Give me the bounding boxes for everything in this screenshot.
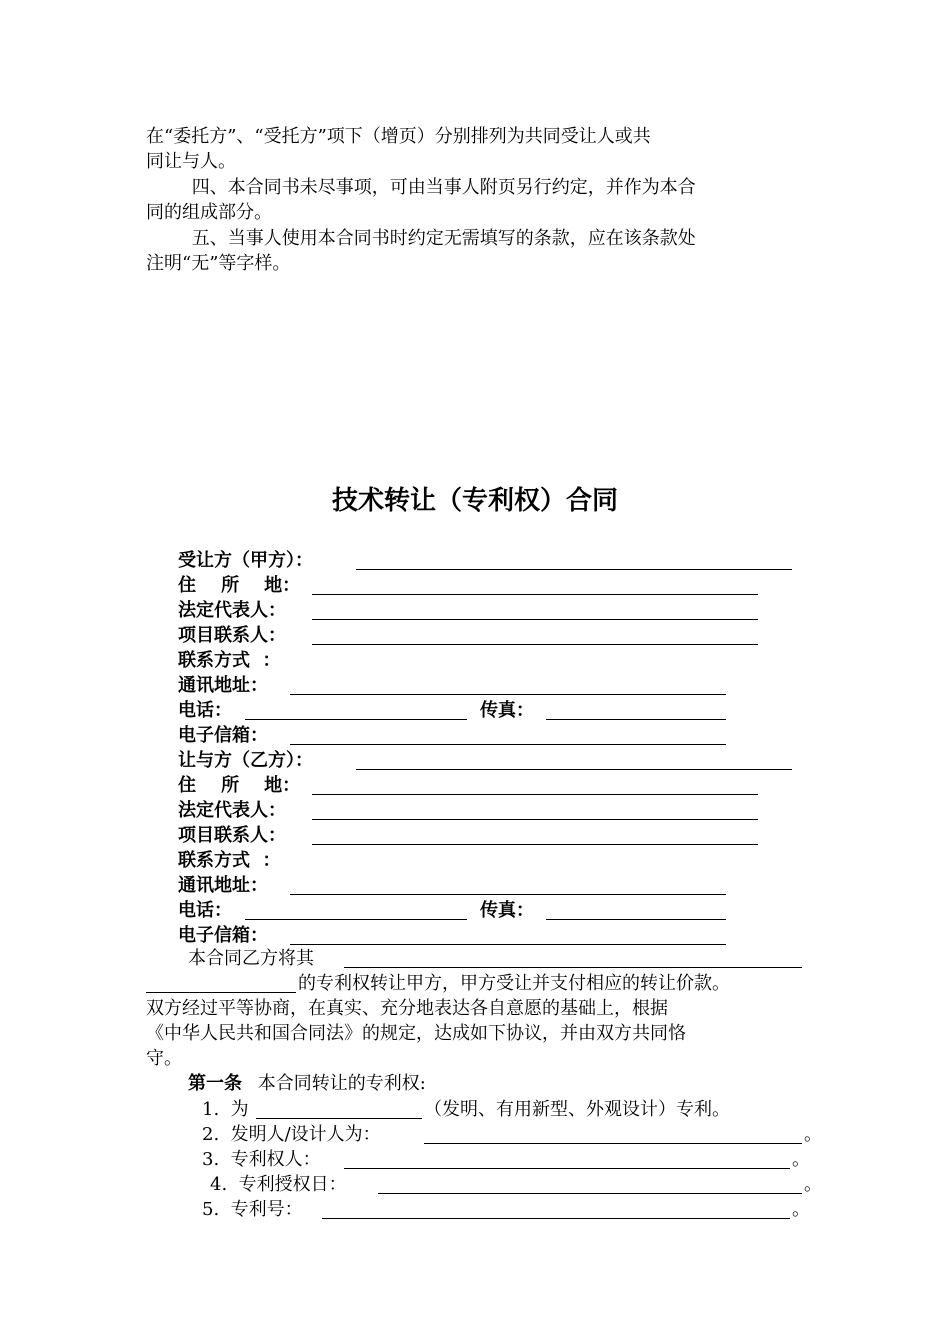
article-1-item-5: 5. 专利号： [202,1199,303,1220]
party-b-phone-label: 电话： [178,900,232,921]
intro-line-4: 同的组成部分。 [146,202,272,223]
party-a-legal-rep-label: 法定代表人： [178,600,286,621]
party-b-mail-address-line[interactable] [290,894,726,895]
party-a-name-line[interactable] [356,569,792,570]
party-b-contact-person-label: 项目联系人： [178,825,286,846]
party-a-mail-address-label: 通讯地址： [178,675,268,696]
party-b-fax-label: 传真： [480,900,534,921]
article-1-item-1-suffix: （发明、有用新型、外观设计）专利。 [424,1099,730,1120]
party-b-contact-method-label: 联系方式 ： [178,850,281,871]
party-b-email-line[interactable] [290,944,726,945]
party-b-contact-person-line[interactable] [312,844,758,845]
party-b-address-label: 住 所 地： [178,775,301,796]
party-b-heading: 让与方（乙方）： [178,750,313,771]
article-1-text: 本合同转让的专利权: [252,1073,426,1094]
party-a-heading: 受让方（甲方）： [178,550,313,571]
preamble-line-3: 双方经过平等协商，在真实、充分地表达各自意愿的基础上，根据 [146,998,668,1019]
party-a-fax-line[interactable] [546,719,726,720]
preamble-line-2: 的专利权转让甲方，甲方受让并支付相应的转让价款。 [298,973,730,994]
intro-line-3: 四、本合同书未尽事项，可由当事人附页另行约定，并作为本合 [146,177,696,198]
inventor-line[interactable] [424,1143,802,1144]
party-b-legal-rep-label: 法定代表人： [178,800,286,821]
preamble-line-4: 《中华人民共和国合同法》的规定，达成如下协议，并由双方共同恪 [146,1023,686,1044]
preamble-subject-line-1[interactable] [344,967,802,968]
preamble-line-5: 守。 [146,1048,182,1069]
article-1-item-2: 2. 发明人/设计人为： [202,1124,381,1145]
party-a-address-label: 住 所 地： [178,575,301,596]
intro-line-5: 五、当事人使用本合同书时约定无需填写的条款，应在该条款处 [146,228,696,249]
intro-line-1: 在“委托方”、“受托方”项下（增页）分别排列为共同受让人或共 [146,126,651,147]
article-1-item-3-end: 。 [792,1149,810,1170]
patent-number-line[interactable] [322,1218,790,1219]
grant-date-line[interactable] [378,1193,802,1194]
party-a-contact-person-line[interactable] [312,644,758,645]
article-1-item-1-prefix: 1. 为 [202,1099,249,1120]
party-a-contact-method-label: 联系方式 ： [178,650,281,671]
party-a-phone-label: 电话： [178,700,232,721]
article-1-item-2-end: 。 [804,1124,822,1145]
party-b-name-line[interactable] [356,769,792,770]
party-a-fax-label: 传真： [480,700,534,721]
party-b-fax-line[interactable] [546,919,726,920]
party-a-legal-rep-line[interactable] [312,619,758,620]
intro-line-2: 同让与人。 [146,151,236,172]
party-a-email-line[interactable] [290,744,726,745]
patent-type-line[interactable] [256,1118,422,1119]
preamble-subject-line-2[interactable] [146,992,296,993]
patentee-line[interactable] [344,1168,790,1169]
article-1-item-4-end: 。 [804,1174,822,1195]
party-b-phone-line[interactable] [245,919,467,920]
party-a-contact-person-label: 项目联系人： [178,625,286,646]
party-b-address-line[interactable] [312,794,758,795]
article-1-item-4: 4. 专利授权日： [210,1174,347,1195]
party-a-email-label: 电子信箱： [178,725,268,746]
preamble-line-1: 本合同乙方将其 [188,948,314,969]
article-1-label: 第一条 [188,1073,242,1094]
party-b-legal-rep-line[interactable] [312,819,758,820]
intro-line-6: 注明“无”等字样。 [146,253,291,274]
party-b-email-label: 电子信箱： [178,925,268,946]
party-a-address-line[interactable] [312,594,758,595]
party-b-mail-address-label: 通讯地址： [178,875,268,896]
party-a-mail-address-line[interactable] [290,694,726,695]
contract-title: 技术转让（专利权）合同 [331,486,618,516]
party-a-phone-line[interactable] [245,719,467,720]
article-1-item-3: 3. 专利权人： [202,1149,321,1170]
article-1-item-5-end: 。 [792,1199,810,1220]
